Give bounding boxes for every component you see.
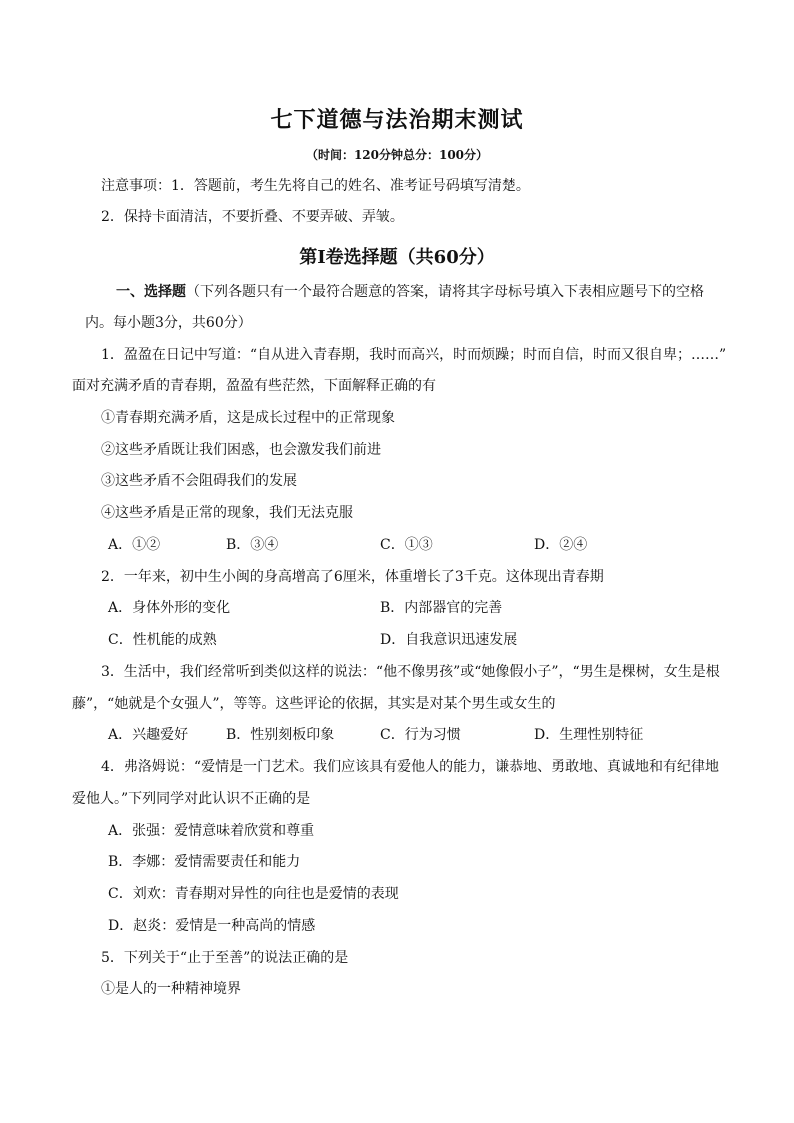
page-title: 七下道德与法治期末测试 xyxy=(270,107,524,133)
q1-option-d: D．②④ xyxy=(534,537,588,553)
section-intro-line2: 内。每小题3分，共60分） xyxy=(85,315,252,331)
q1-stem-line1: 1．盈盈在日记中写道：“自从进入青春期，我时而高兴，时而烦躁；时而自信，时而又很自卑；……” xyxy=(101,347,727,363)
q3-option-b: B．性别刻板印象 xyxy=(226,727,335,743)
section-intro-text1: （下列各题只有一个最符合题意的答案，请将其字母标号填入下表相应题号下的空格 xyxy=(186,284,704,300)
q3-option-c: C．行为习惯 xyxy=(380,727,461,743)
q1-item-2: ②这些矛盾既让我们困惑，也会激发我们前进 xyxy=(101,442,381,458)
q1-option-b: B．③④ xyxy=(226,537,279,553)
q1-option-a: A．①② xyxy=(108,537,161,553)
q2-stem: 2．一年来，初中生小闽的身高增高了6厘米，体重增长了3千克。这体现出青春期 xyxy=(101,569,604,585)
q4-stem-line2: 爱他人。”下列同学对此认识不正确的是 xyxy=(72,791,311,807)
q5-item-1: ①是人的一种精神境界 xyxy=(101,981,241,997)
q2-option-b: B．内部器官的完善 xyxy=(380,600,503,616)
q3-stem-line1: 3．生活中，我们经常听到类似这样的说法：“他不像男孩”或“她像假小子”，“男生是棵树，女生是根 xyxy=(101,664,720,680)
q3-option-a: A．兴趣爱好 xyxy=(108,727,189,743)
q4-stem-line1: 4．弗洛姆说：“爱情是一门艺术。我们应该具有爱他人的能力，谦恭地、勇敢地、真诚地和有纪律地 xyxy=(101,759,720,775)
note-1: 注意事项：1．答题前，考生先将自己的姓名、准考证号码填写清楚。 xyxy=(101,178,530,194)
q3-option-d: D．生理性别特征 xyxy=(534,727,644,743)
section-intro-line1 xyxy=(116,282,704,302)
q1-item-4: ④这些矛盾是正常的现象，我们无法克服 xyxy=(101,505,353,521)
q5-stem: 5．下列关于“止于至善”的说法正确的是 xyxy=(101,950,349,966)
q4-option-a: A．张强：爱情意味着欣赏和尊重 xyxy=(108,823,315,839)
q1-stem-line2: 面对充满矛盾的青春期，盈盈有些茫然，下面解释正确的有 xyxy=(72,378,436,394)
section-title: 第Ⅰ卷选择题（共60分） xyxy=(299,247,495,268)
q2-option-d: D．自我意识迅速发展 xyxy=(380,632,518,648)
q2-option-c: C．性机能的成熟 xyxy=(108,632,217,648)
q1-option-c: C．①③ xyxy=(380,537,433,553)
q4-option-c: C．刘欢：青春期对异性的向往也是爱情的表现 xyxy=(108,886,399,902)
section-intro-label: 一、选择题 xyxy=(116,284,186,300)
q4-option-d: D．赵炎：爱情是一种高尚的情感 xyxy=(108,918,316,934)
q1-item-3: ③这些矛盾不会阻碍我们的发展 xyxy=(101,473,297,489)
q1-item-1: ①青春期充满矛盾，这是成长过程中的正常现象 xyxy=(101,410,395,426)
note-2: 2．保持卡面清洁，不要折叠、不要弄破、弄皱。 xyxy=(101,209,404,225)
q2-option-a: A．身体外形的变化 xyxy=(108,600,231,616)
exam-time-score: （时间：120分钟总分：100分） xyxy=(305,148,489,162)
q4-option-b: B．李娜：爱情需要责任和能力 xyxy=(108,854,301,870)
q3-stem-line2: 藤”，“她就是个女强人”，等等。这些评论的依据，其实是对某个男生或女生的 xyxy=(72,696,556,712)
